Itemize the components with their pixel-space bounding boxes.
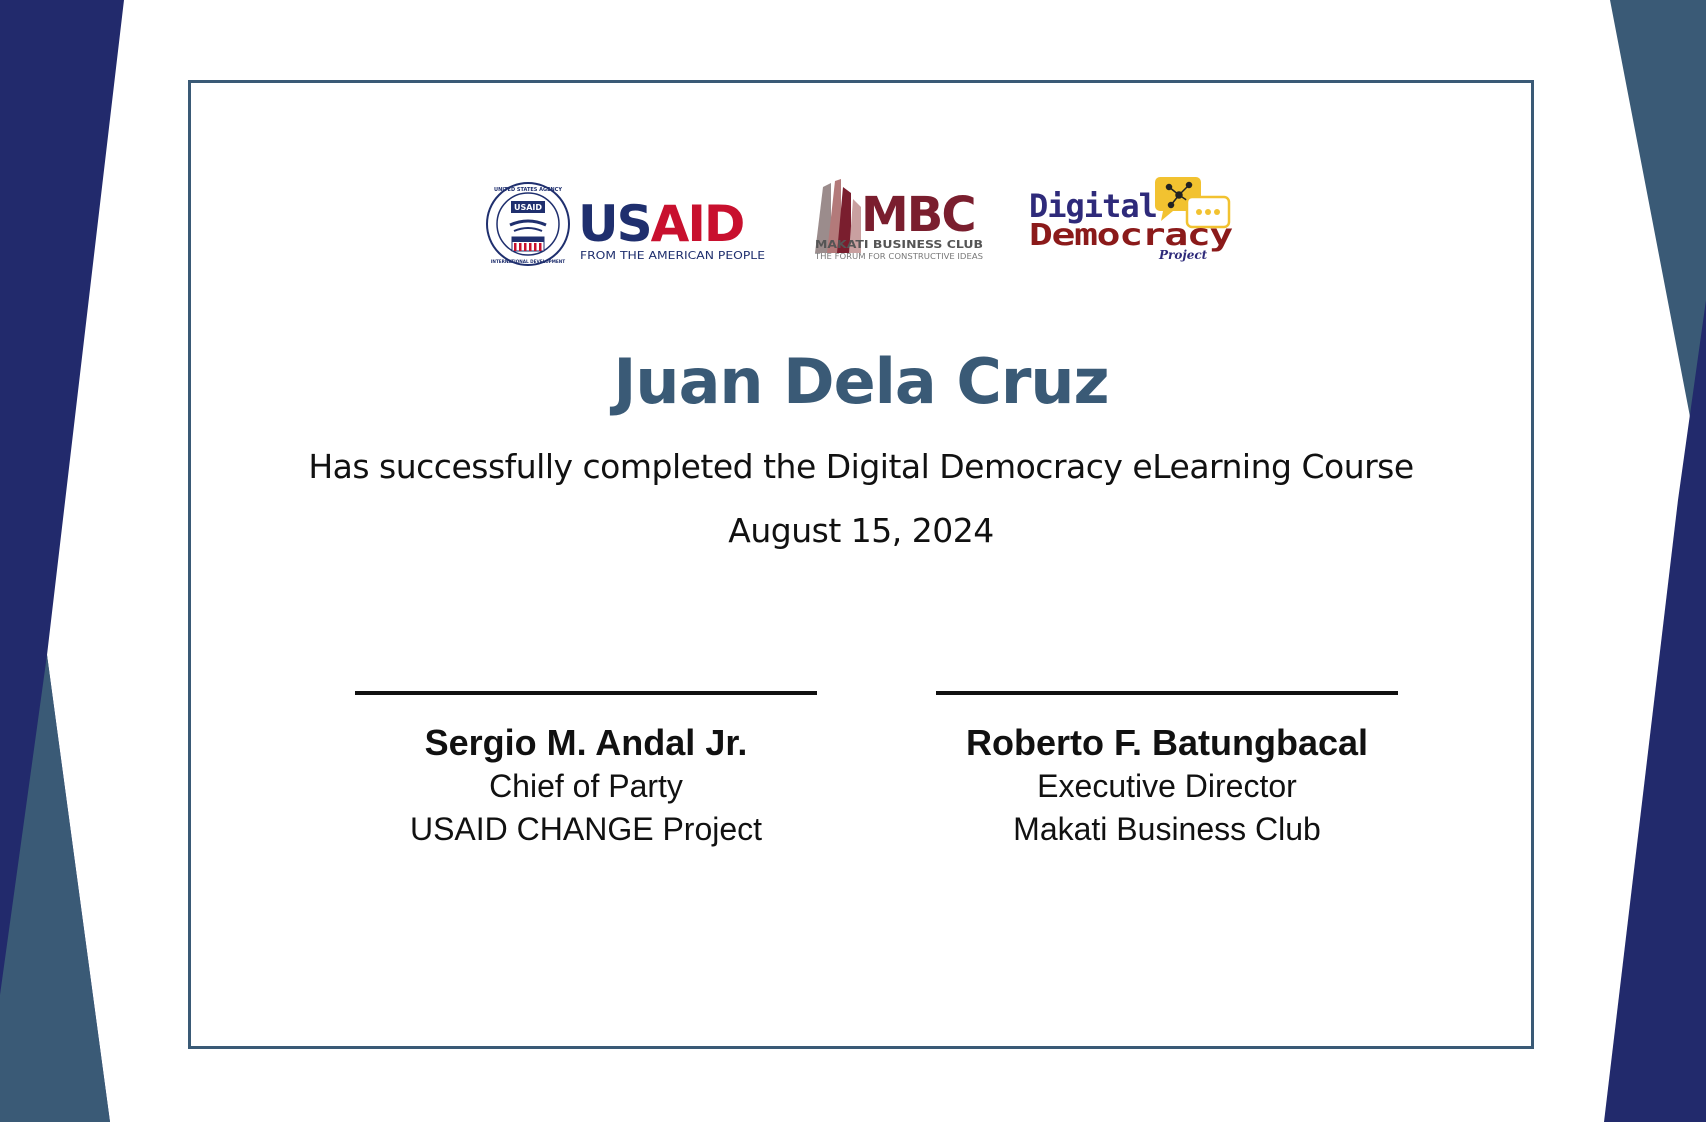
dd-line3: Project: [1159, 248, 1208, 262]
completion-date: August 15, 2024: [728, 511, 994, 550]
usaid-wordmark-us: US: [578, 195, 651, 253]
certificate-frame: [188, 80, 1534, 1049]
usaid-wordmark-aid: AID: [650, 195, 744, 253]
usaid-tagline: FROM THE AMERICAN PEOPLE: [580, 249, 766, 262]
completion-statement: Has successfully completed the Digital Democracy eLearning Course: [308, 447, 1414, 486]
usaid-seal-badge: USAID: [513, 203, 543, 212]
usaid-wordmark: [578, 195, 743, 253]
dd-line1: Digital: [1029, 187, 1157, 225]
recipient-name: Juan Dela Cruz: [613, 345, 1109, 418]
logo-row: [191, 173, 1531, 273]
mbc-wordmark: MBC: [861, 187, 975, 243]
usaid-logo: [486, 181, 776, 271]
mbc-logo: [809, 173, 989, 263]
signatory-organization: Makati Business Club: [1013, 811, 1321, 847]
signatory-title: Executive Director: [1037, 768, 1297, 804]
signature-line: [936, 691, 1398, 695]
signatory-name: Roberto F. Batungbacal: [965, 722, 1369, 763]
right-navy-band: [1604, 300, 1706, 1122]
signatory-title: Chief of Party: [489, 768, 683, 804]
mbc-name: MAKATI BUSINESS CLUB: [815, 238, 983, 251]
signatory-right: [932, 691, 1402, 851]
signature-line: [355, 691, 817, 695]
signatory-left: [351, 691, 821, 851]
usaid-seal-top-text: UNITED STATES AGENCY: [494, 187, 562, 193]
digital-democracy-logo: [1027, 173, 1237, 263]
signatory-name: Sergio M. Andal Jr.: [424, 722, 748, 763]
dd-line2: Democracy: [1029, 218, 1234, 253]
signatory-organization: USAID CHANGE Project: [409, 811, 763, 847]
mbc-tagline: THE FORUM FOR CONSTRUCTIVE IDEAS: [813, 252, 983, 261]
usaid-seal-bottom-text: INTERNATIONAL DEVELOPMENT: [490, 259, 566, 264]
